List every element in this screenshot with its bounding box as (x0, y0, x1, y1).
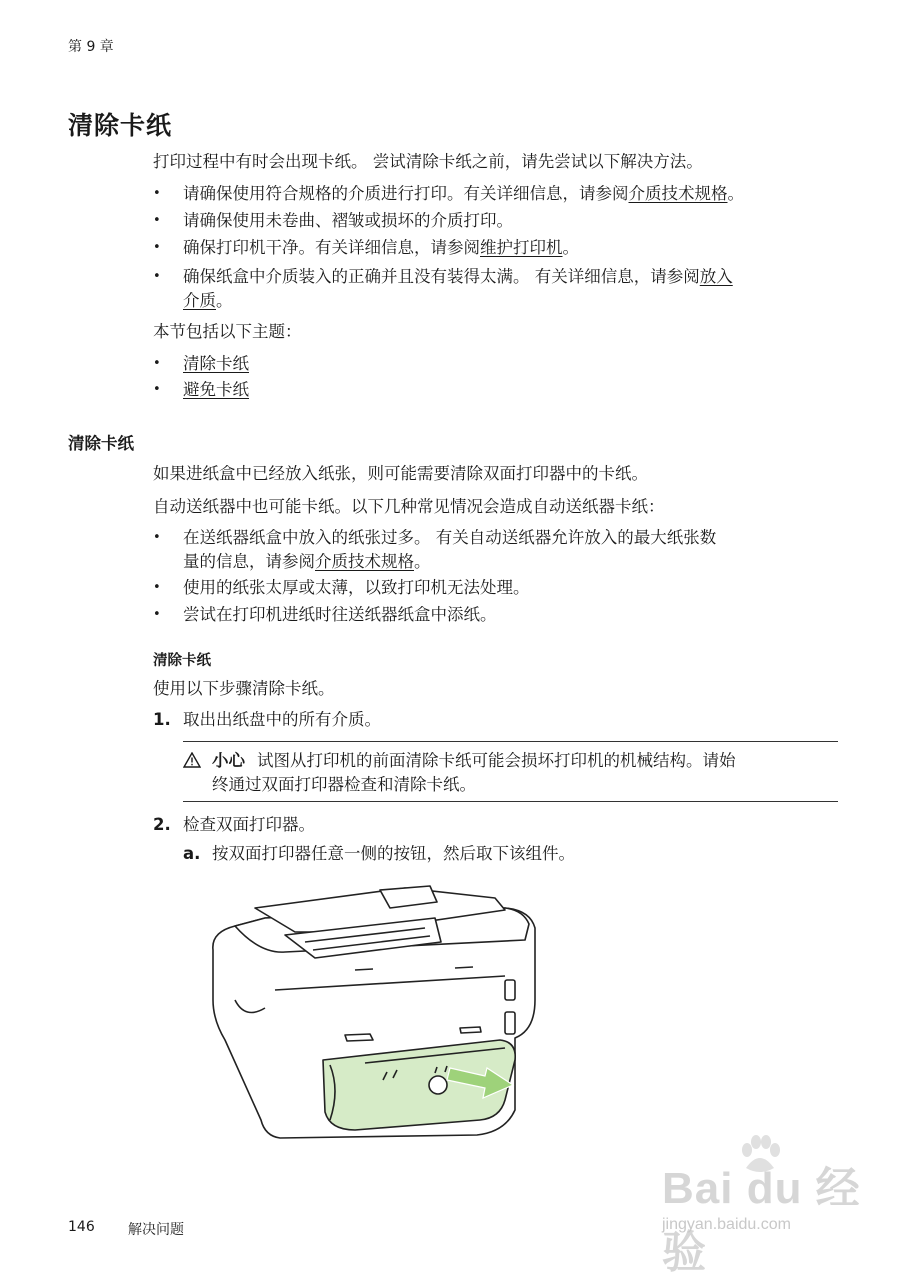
caution-top-rule (183, 741, 838, 742)
caution-bottom-rule (183, 801, 838, 802)
footer-section: 解决问题 (128, 1222, 184, 1238)
caution-label: 小心 (212, 751, 245, 770)
warning-icon (183, 752, 201, 768)
substep-letter: a. (183, 844, 201, 863)
step-number: 2. (153, 815, 171, 834)
bullet-icon: • (153, 240, 161, 255)
watermark-url: jingyan.baidu.com (662, 1216, 791, 1233)
topics-intro: 本节包括以下主题： (153, 322, 302, 341)
page-number: 146 (68, 1219, 95, 1235)
steps-intro: 使用以下步骤清除卡纸。 (153, 679, 335, 698)
step-number: 1. (153, 710, 171, 729)
section-paragraph: 如果进纸盒中已经放入纸张，则可能需要清除双面打印器中的卡纸。 (153, 464, 648, 483)
watermark-logo: Bai du 经验 (662, 1164, 861, 1277)
intro-paragraph: 打印过程中有时会出现卡纸。 尝试清除卡纸之前，请先尝试以下解决方法。 (153, 152, 703, 171)
substep-text: 按双面打印器任意一侧的按钮，然后取下该组件。 (212, 844, 575, 863)
link-avoid-jams[interactable]: 避免卡纸 (183, 380, 249, 399)
link-clear-jams[interactable]: 清除卡纸 (183, 354, 249, 373)
bullet-icon: • (153, 382, 161, 397)
link-media-specs-2[interactable]: 介质技术规格 (315, 552, 414, 571)
section-paragraph: 自动送纸器中也可能卡纸。以下几种常见情况会造成自动送纸器卡纸： (153, 497, 665, 516)
step-text: 检查双面打印器。 (183, 815, 315, 834)
page-title: 清除卡纸 (68, 111, 173, 140)
chapter-label: 第 9 章 (68, 39, 114, 55)
printer-duplexer-illustration (205, 880, 545, 1145)
sub-heading: 清除卡纸 (153, 653, 211, 669)
baidu-jingyan-watermark (640, 1140, 870, 1277)
bullet-icon: • (153, 607, 161, 622)
section-heading: 清除卡纸 (68, 434, 134, 453)
bullet-icon: • (153, 213, 161, 228)
bullet-icon: • (153, 530, 161, 545)
caution-note: 小心 试图从打印机的前面清除卡纸可能会损坏打印机的机械结构。请始 终通过双面打印器检查和清除卡纸。 (212, 751, 736, 794)
step-text: 取出出纸盘中的所有介质。 (183, 710, 381, 729)
link-media-specs[interactable]: 介质技术规格 (628, 184, 728, 203)
bullet-icon: • (153, 269, 161, 284)
bullet-icon: • (153, 356, 161, 371)
bullet-icon: • (153, 580, 161, 595)
link-maintain-printer[interactable]: 维护打印机 (480, 238, 563, 257)
link-load-media-cont[interactable]: 介质 (183, 291, 216, 310)
link-load-media[interactable]: 放入 (699, 267, 733, 286)
bullet-icon: • (153, 186, 161, 201)
